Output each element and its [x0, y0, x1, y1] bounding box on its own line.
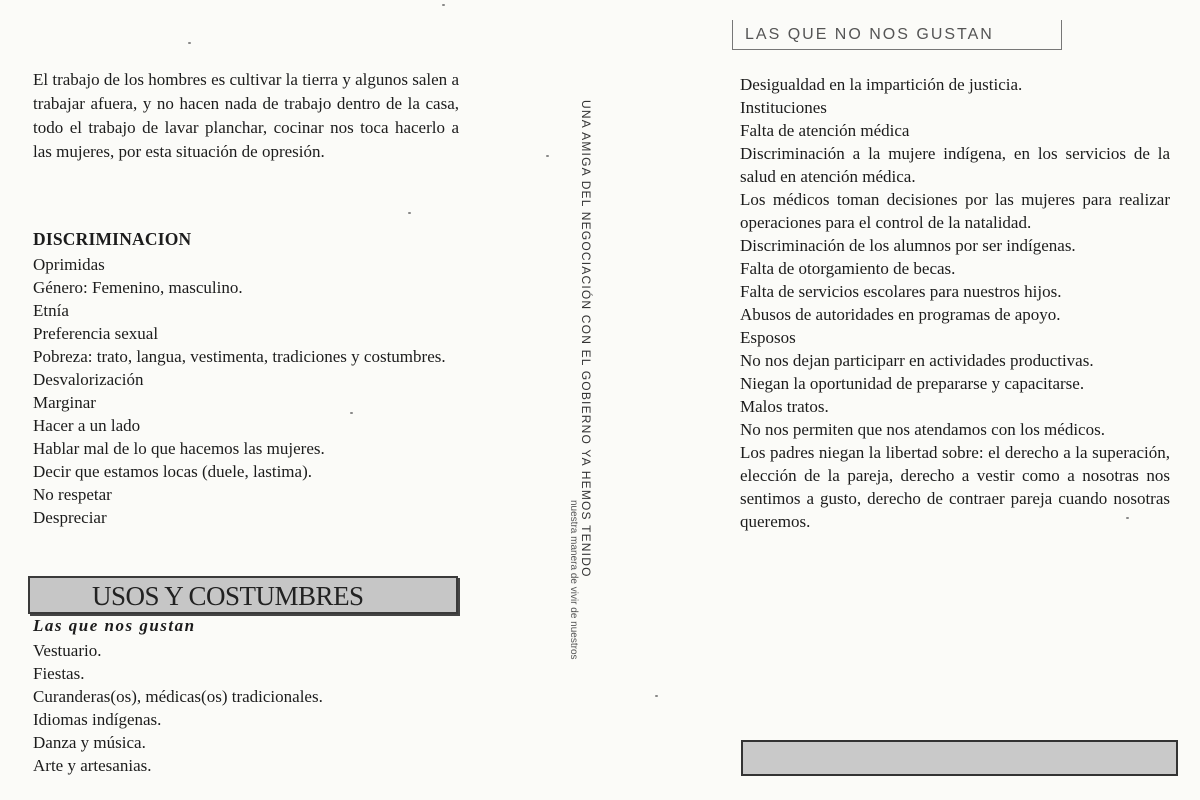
spine-text-small: nuestra manera de vivir de nuestros [568, 500, 579, 660]
list-item: Idiomas indígenas. [33, 710, 162, 729]
list-item: Decir que estamos locas (duele, lastima). [33, 462, 312, 481]
list-item: No nos dejan participarr en actividades productivas. [740, 351, 1094, 370]
list-item: Desvalorización [33, 370, 144, 389]
list-item: Hacer a un lado [33, 416, 141, 435]
list-item: Falta de otorgamiento de becas. [740, 259, 956, 278]
page-spine [568, 0, 615, 800]
usos-subheading: Las que nos gustan [33, 616, 196, 635]
list-item: Desigualdad en la impartición de justicia. [740, 75, 1023, 94]
list-item: No nos permiten que nos atendamos con los médicos. [740, 420, 1105, 439]
spine-text: UNA AMIGA DEL NEGOCIACIÓN CON EL GOBIERNO YA HEMOS TENIDO [579, 100, 593, 578]
discriminacion-heading: DISCRIMINACION [33, 229, 192, 249]
list-item: Arte y artesanias. [33, 756, 152, 775]
list-item: Danza y música. [33, 733, 146, 752]
list-item: Despreciar [33, 508, 107, 527]
list-item: Discriminación de los alumnos por ser indígenas. [740, 236, 1076, 255]
list-item: Género: Femenino, masculino. [33, 278, 243, 297]
list-item: Abusos de autoridades en programas de apoyo. [740, 305, 1061, 324]
scan-speck [546, 155, 549, 157]
list-item: Falta de servicios escolares para nuestros hijos. [740, 282, 1062, 301]
list-item: Fiestas. [33, 664, 85, 683]
scan-speck [408, 212, 411, 214]
handwritten-label: LAS QUE NO NOS GUSTAN [732, 20, 1062, 50]
list-item: Oprimidas [33, 255, 105, 274]
list-item: Etnía [33, 301, 69, 320]
list-item: Hablar mal de lo que hacemos las mujeres. [33, 439, 325, 458]
scan-speck [442, 4, 445, 6]
list-item: Los padres niegan la libertad sobre: el derecho a la superación, elección de la pareja, derecho a vestir como a nosotras nos sentimos a gusto, derecho de contraer pareja cuando nosotras queremos. [740, 443, 1170, 531]
intro-paragraph: El trabajo de los hombres es cultivar la tierra y algunos salen a trabajar afuera, y no hacen nada de trabajo dentro de la casa, todo el trabajo de lavar planchar, cocinar nos toca hacerlo a las mujeres, por esta situación de opresión. [33, 70, 459, 161]
list-item: Niegan la oportunidad de prepararse y capacitarse. [740, 374, 1085, 393]
list-item: Curanderas(os), médicas(os) tradicionales. [33, 687, 323, 706]
scan-speck [350, 412, 353, 414]
scan-speck [188, 42, 191, 44]
list-item: Marginar [33, 393, 96, 412]
usos-list [33, 639, 463, 777]
list-item: Malos tratos. [740, 397, 829, 416]
list-item: No respetar [33, 485, 112, 504]
list-item: Vestuario. [33, 641, 102, 660]
list-item: Falta de atención médica [740, 121, 910, 140]
list-item: Preferencia sexual [33, 324, 159, 343]
list-item: Esposos [740, 328, 796, 347]
usos-costumbres-banner [28, 576, 458, 614]
no-nos-gustan-list [740, 73, 1170, 533]
scan-speck [655, 695, 658, 697]
list-item: Discriminación a la mujere indígena, en los servicios de la salud en atención médica. [740, 144, 1170, 186]
list-item: Pobreza: trato, langua, vestimenta, tradiciones y costumbres. [33, 347, 446, 366]
discriminacion-list [33, 253, 463, 529]
bottom-banner [741, 740, 1178, 776]
banner-title: USOS Y COSTUMBRES [92, 581, 364, 611]
list-item: Instituciones [740, 98, 827, 117]
left-page [0, 0, 560, 800]
list-item: Los médicos toman decisiones por las mujeres para realizar operaciones para el control de la natalidad. [740, 190, 1170, 232]
scan-speck [1126, 517, 1129, 519]
